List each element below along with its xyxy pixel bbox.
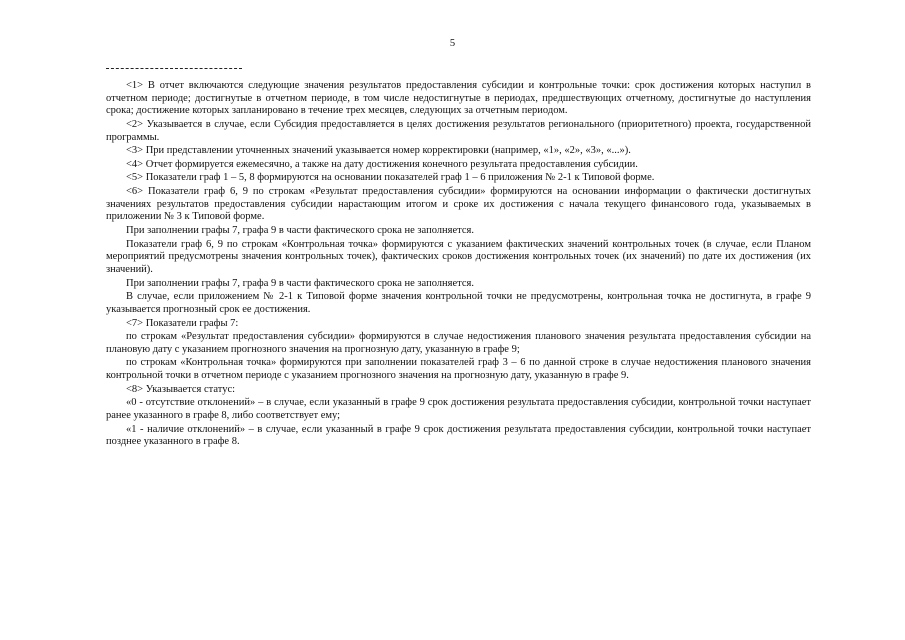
footnote-6-control-points: Показатели граф 6, 9 по строкам «Контрольная точка» формируются с указанием фактических значений контрольных точек (в случае, если Планом мероприятий предусмотрены значения контрольных точек), фактических сроков достижения контрольных точек (их значений) по дате их достижения (их значений). <box>106 238 811 276</box>
footnote-7: <7> Показатели графы 7: <box>126 317 239 329</box>
footnote-7-result: по строкам «Результат предоставления субсидии» формируются в случае недостижения планового значения результата предоставления субсидии на плановую дату с указанием прогнозного значения на прогнозную дату, указанную в графе 9; <box>106 331 811 355</box>
footnote-8-status-1: «1 - наличие отклонений» – в случае, если указанный в графе 9 срок достижения результата предоставления субсидии, контрольной точки наступает позднее указанного в графе 8. <box>106 423 811 448</box>
footnote-separator <box>106 68 242 69</box>
footnote-6: <6> Показатели граф 6, 9 по строкам «Результат предоставления субсидии» формируются на основании информации о фактически достигнутых значениях результатов предоставления субсидии нарастающим итогом и сроке их достижения с начала текущего финансового года, указываемых в приложении № 3 к Типовой форме. <box>106 186 811 223</box>
footnote-8-status-0: «0 - отсутствие отклонений» – в случае, если указанный в графе 9 срок достижения результата предоставления субсидии, контрольной точки наступает ранее указанного в графе 8, либо соответствует ему; <box>106 397 811 422</box>
footnote-3: <3> При представлении уточненных значений указывается номер корректировки (например, «1», «2», «3», «...»). <box>126 145 631 157</box>
footnote-4: <4> Отчет формируется ежемесячно, а также на дату достижения конечного результата предоставления субсидии. <box>126 158 638 170</box>
footnote-6-note-b: При заполнении графы 7, графа 9 в части фактического срока не заполняется. <box>126 277 474 289</box>
footnotes-body <box>106 80 811 450</box>
footnote-6-note-a: При заполнении графы 7, графа 9 в части фактического срока не заполняется. <box>126 225 474 237</box>
footnote-7-control-point: по строкам «Контрольная точка» формируются при заполнении показателей граф 3 – 6 по данной строке в случае недостижения планового значения контрольной точки в отчетном периоде с указанием прогнозного значения на прогнозную дату, указанную в графе 9. <box>106 357 811 382</box>
footnote-1: <1> В отчет включаются следующие значения результатов предоставления субсидии и контрольные точки: срок достижения которых наступил в отчетном периоде; достигнутые в отчетном периоде, в том числе недостигнутые в периодах, предшествующих отчетному, достигнутые до наступления срока; достижение которых запланировано в течение трех месяцев, следующих за отчетным периодом. <box>106 80 811 117</box>
footnote-6-forecast: В случае, если приложением № 2-1 к Типовой форме значения контрольной точки не предусмотрены, контрольная точка не достигнута, в графе 9 указывается прогнозный срок ее достижения. <box>106 291 811 315</box>
page-number: 5 <box>449 38 456 49</box>
footnote-2: <2> Указывается в случае, если Субсидия предоставляется в целях достижения результатов регионального (приоритетного) проекта, государственной программы. <box>106 119 811 143</box>
footnote-8: <8> Указывается статус: <box>126 383 236 395</box>
footnote-5: <5> Показатели граф 1 – 5, 8 формируются на основании показателей граф 1 – 6 приложения № 2-1 к Типовой форме. <box>126 172 655 184</box>
